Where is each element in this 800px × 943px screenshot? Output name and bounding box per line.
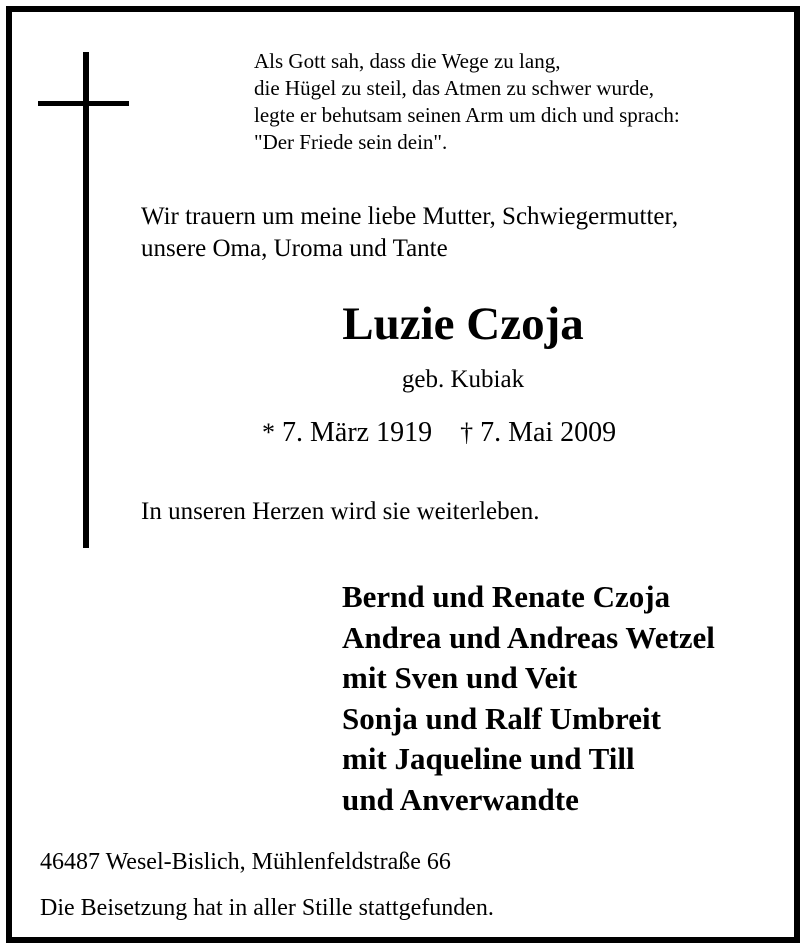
- death-dagger-icon: †: [460, 418, 474, 447]
- intro-line: unsere Oma, Uroma und Tante: [141, 235, 448, 262]
- deceased-name: Luzie Czoja: [342, 298, 584, 350]
- family-member: und Anverwandte: [342, 781, 579, 817]
- poem-line: die Hügel zu steil, das Atmen zu schwer wurde,: [254, 76, 655, 100]
- birth-star-icon: *: [262, 418, 275, 447]
- family-member: Sonja und Ralf Umbreit: [342, 700, 661, 736]
- mourning-intro: [141, 201, 678, 265]
- intro-line: Wir trauern um meine liebe Mutter, Schwiegermutter,: [141, 203, 679, 230]
- obituary-notice: [6, 6, 800, 943]
- family-list: [342, 577, 715, 820]
- poem-line: "Der Friede sein dein".: [254, 130, 448, 154]
- birth-date: 7. März 1919: [282, 417, 433, 448]
- family-member: Bernd und Renate Czoja: [342, 579, 671, 614]
- poem-line: Als Gott sah, dass die Wege zu lang,: [254, 49, 561, 73]
- family-member: Andrea und Andreas Wetzel: [342, 619, 715, 655]
- death-date: 7. Mai 2009: [480, 417, 617, 448]
- poem-verse: [254, 48, 680, 156]
- cross-horizontal-bar: [38, 101, 129, 106]
- family-address: 46487 Wesel-Bislich, Mühlenfeldstraße 66: [40, 849, 451, 875]
- life-dates: [262, 415, 616, 451]
- family-member: mit Jaqueline und Till: [342, 741, 635, 776]
- family-member: mit Sven und Veit: [342, 660, 578, 695]
- closing-line: In unseren Herzen wird sie weiterleben.: [141, 498, 540, 525]
- poem-line: legte er behutsam seinen Arm um dich und sprach:: [254, 103, 680, 127]
- maiden-name: geb. Kubiak: [401, 366, 525, 393]
- burial-note: Die Beisetzung hat in aller Stille stattgefunden.: [40, 895, 494, 921]
